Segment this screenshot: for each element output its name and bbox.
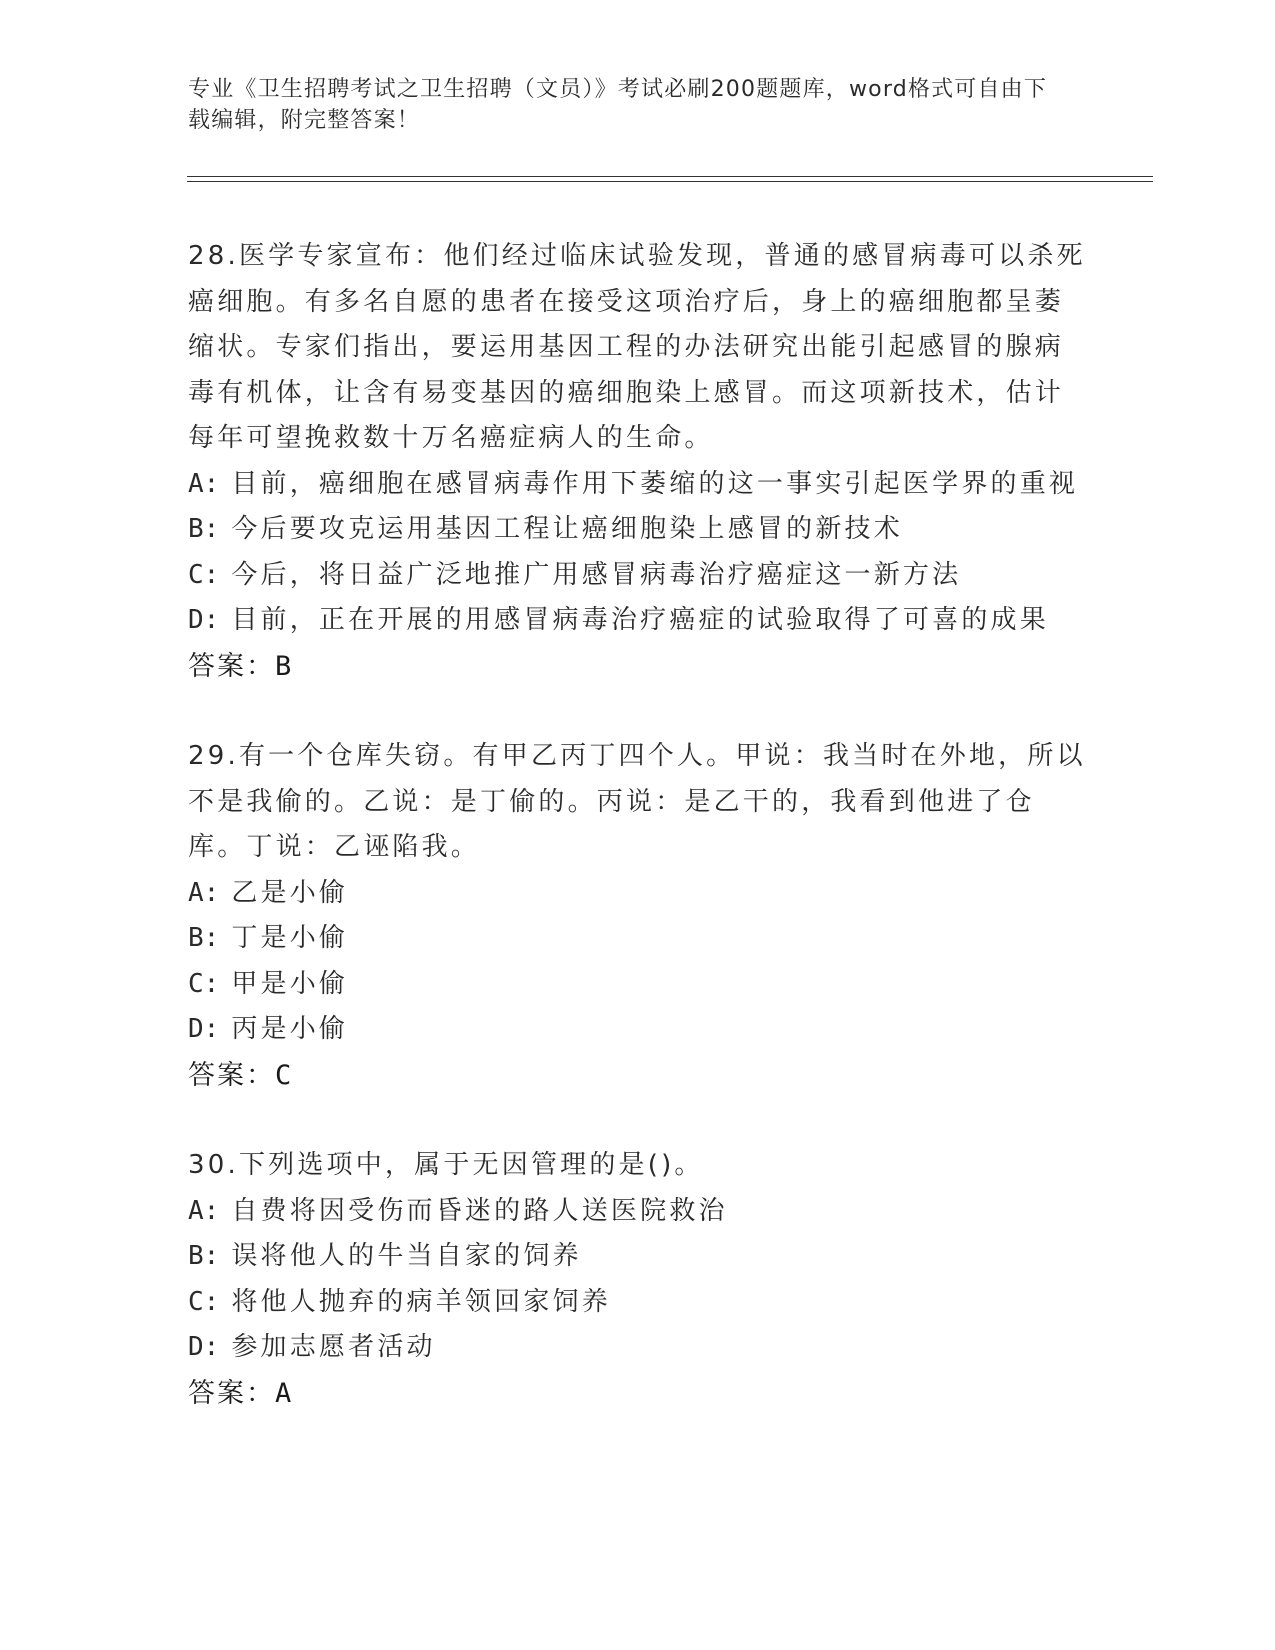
answer-line bbox=[188, 1371, 1088, 1417]
answer-value: B bbox=[275, 650, 292, 682]
option-text: 丙是小偷 bbox=[231, 1014, 349, 1044]
option-key: D: bbox=[188, 1014, 220, 1044]
option-text: 目前，正在开展的用感冒病毒治疗癌症的试验取得了可喜的成果 bbox=[231, 605, 1049, 635]
option-text: 将他人抛弃的病羊领回家饲养 bbox=[231, 1286, 611, 1317]
option-key: B: bbox=[188, 1241, 220, 1271]
option-a bbox=[188, 1189, 1088, 1235]
option-b bbox=[188, 507, 1088, 553]
answer-value: A bbox=[275, 1377, 292, 1409]
answer-label: 答案： bbox=[188, 1377, 275, 1409]
option-key: C: bbox=[188, 968, 220, 999]
answer-line bbox=[188, 644, 1088, 690]
option-b bbox=[188, 916, 1088, 962]
document-header: 专业《卫生招聘考试之卫生招聘（文员）》考试必刷200题题库，word格式可自由下载编辑，附完整答案！ bbox=[188, 77, 1048, 133]
option-a bbox=[188, 462, 1088, 508]
option-c bbox=[188, 962, 1088, 1008]
option-key: A: bbox=[188, 468, 220, 499]
option-text: 丁是小偷 bbox=[231, 923, 349, 953]
option-text: 乙是小偷 bbox=[231, 877, 349, 908]
option-key: A: bbox=[188, 877, 220, 908]
option-text: 目前，癌细胞在感冒病毒作用下萎缩的这一事实引起医学界的重视 bbox=[231, 468, 1079, 499]
option-key: B: bbox=[188, 923, 220, 953]
question-stem: 30.下列选项中，属于无因管理的是()。 bbox=[188, 1150, 704, 1180]
option-c bbox=[188, 1280, 1088, 1326]
question-stem: 29.有一个仓库失窃。有甲乙丙丁四个人。甲说：我当时在外地，所以不是我偷的。乙说：是丁偷的。丙说：是乙干的，我看到他进了仓库。丁说：乙诬陷我。 bbox=[188, 741, 1086, 862]
option-d bbox=[188, 1007, 1088, 1053]
question-30 bbox=[188, 1143, 1088, 1416]
option-key: D: bbox=[188, 605, 220, 635]
option-key: C: bbox=[188, 559, 220, 590]
option-a bbox=[188, 871, 1088, 917]
option-d bbox=[188, 1325, 1088, 1371]
option-text: 误将他人的牛当自家的饲养 bbox=[231, 1241, 582, 1271]
question-29 bbox=[188, 734, 1088, 1098]
option-text: 甲是小偷 bbox=[231, 968, 349, 999]
question-stem: 28.医学专家宣布：他们经过临床试验发现，普通的感冒病毒可以杀死癌细胞。有多名自愿的患者在接受这项治疗后，身上的癌细胞都呈萎缩状。专家们指出，要运用基因工程的办法研究出能引起感冒的腺病毒有机体，让含有易变基因的癌细胞染上感冒。而这项新技术，估计每年可望挽救数十万名癌症病人的生命。 bbox=[188, 241, 1086, 453]
option-d bbox=[188, 598, 1088, 644]
option-b bbox=[188, 1234, 1088, 1280]
option-text: 今后，将日益广泛地推广用感冒病毒治疗癌症这一新方法 bbox=[231, 559, 962, 590]
answer-label: 答案： bbox=[188, 1059, 275, 1091]
option-key: D: bbox=[188, 1332, 220, 1362]
option-text: 参加志愿者活动 bbox=[231, 1332, 436, 1362]
answer-line bbox=[188, 1053, 1088, 1099]
answer-value: C bbox=[275, 1059, 292, 1091]
option-text: 自费将因受伤而昏迷的路人送医院救治 bbox=[231, 1195, 728, 1226]
question-28 bbox=[188, 234, 1088, 689]
header-divider-bottom bbox=[187, 181, 1153, 182]
option-key: A: bbox=[188, 1195, 220, 1226]
option-c bbox=[188, 553, 1088, 599]
header-divider-top bbox=[187, 176, 1153, 177]
option-text: 今后要攻克运用基因工程让癌细胞染上感冒的新技术 bbox=[231, 514, 903, 544]
answer-label: 答案： bbox=[188, 650, 275, 682]
option-key: B: bbox=[188, 514, 220, 544]
option-key: C: bbox=[188, 1286, 220, 1317]
